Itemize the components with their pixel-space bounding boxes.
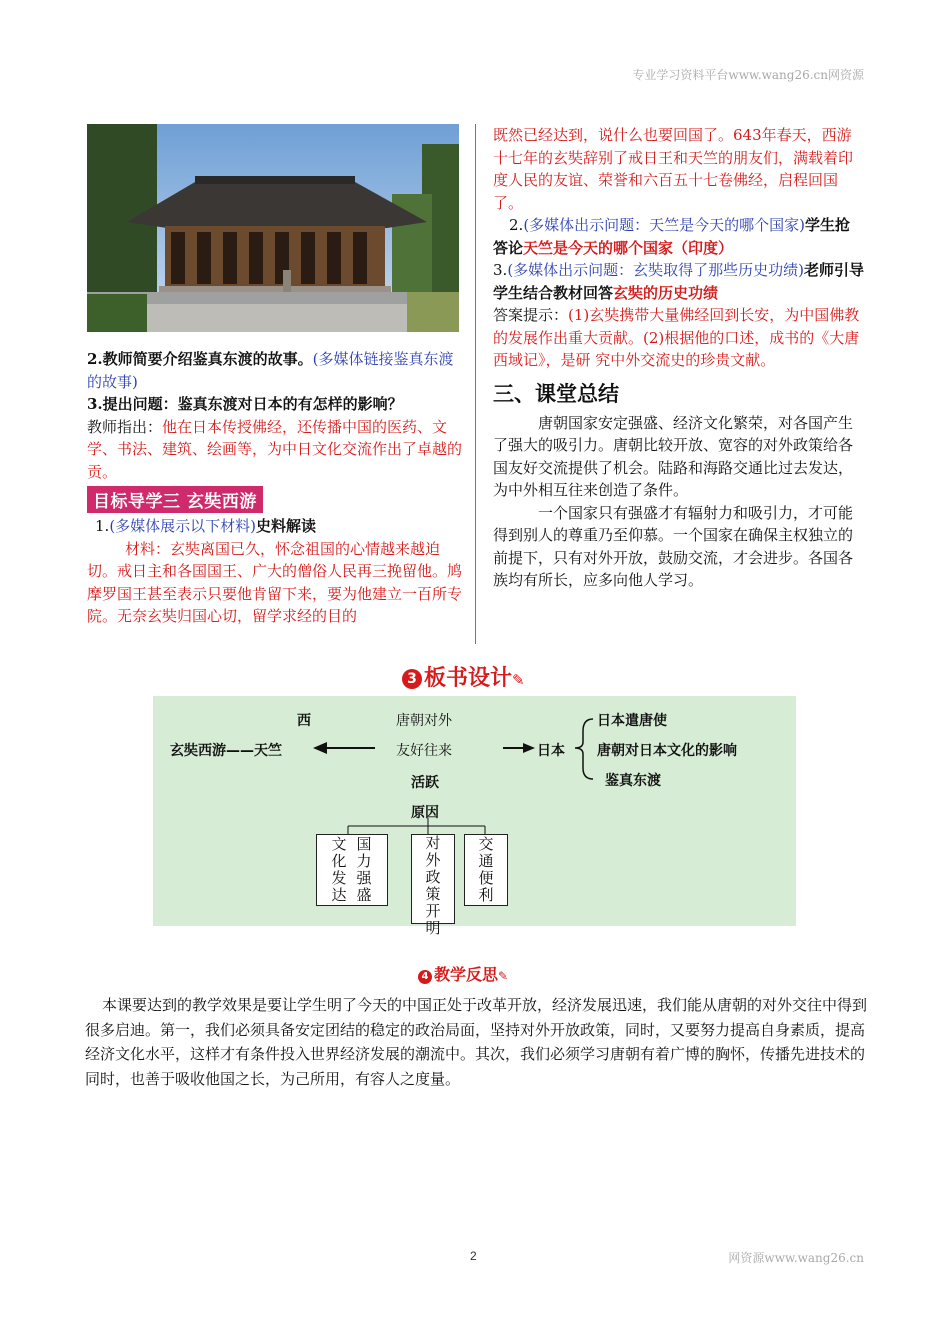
material-intro [87, 515, 462, 538]
board-design-diagram [153, 696, 796, 937]
board-reason: 原因 [411, 805, 439, 821]
board-number-badge: 3 [402, 669, 422, 689]
header-site: 专业学习资料平台www.wang26.cn网资源 [632, 68, 864, 82]
column-divider [475, 124, 476, 644]
summary-paragraph-2: 一个国家只有强盛才有辐射力和吸引力，才可能得到别人的尊重乃至仰慕。一个国家在确保主权独立的前提下，只有对外开放，鼓励交流，才会进步。各国各族均有所长，应多向他人学习。 [493, 503, 854, 589]
step2-text: 2.教师简要介绍鉴真东渡的故事。 [87, 350, 313, 368]
answer-paragraph [493, 304, 865, 372]
question3-note: (多媒体出示问题：玄奘取得了那些历史功绩) [507, 261, 805, 279]
board-japan-item-1: 日本遣唐使 [597, 713, 667, 729]
left-column [87, 348, 462, 628]
reason-box-transport-text: 交通便利 [478, 835, 494, 904]
question2-lead: 学生抢答论 [493, 216, 851, 257]
material-text: 材料：玄奘离国已久，怀念祖国的心情越来越迫切。戒日主和各国国王、广大的僧俗人民再三挽留他。鸠摩罗国王甚至表示只要他肯留下来，要为他建立一百所专院。无奈玄奘归国心切，留学求经的目的 [87, 539, 463, 625]
step3-question: 3.提出问题：鉴真东渡对日本的有怎样的影响？ [87, 395, 403, 413]
step2-paragraph [87, 348, 462, 393]
step3-paragraph [87, 393, 462, 416]
question3-topic: 玄奘的历史功绩 [613, 283, 719, 302]
board-japan-item-2: 唐朝对日本文化的影响 [597, 743, 737, 759]
material-continued: 既然已经达到，说什么也要回国了。643年春天，西游十七年的玄奘辞别了戒日王和天竺的朋友们，满载着印度人民的友谊、荣誉和六百五十七卷佛经，启程回国了。 [493, 126, 854, 212]
question2-num: 2. [509, 216, 524, 234]
question3-paragraph [493, 259, 865, 304]
board-center-line1: 唐朝对外 [396, 713, 452, 729]
temple-photo [87, 124, 459, 332]
question3-num: 3. [493, 261, 508, 279]
board-japan: 日本 [537, 743, 565, 759]
reflection-text: 本课要达到的教学效果是要让学生明了今天的中国正处于改革开放，经济发展迅速，我们能从唐朝的对外交往中得到很多启迪。第一，我们必须具备安定团结的稳定的政治局面，坚持对外开放政策，同时，又要努力提高自身素质，提高经济文化水平，这样才有条件投入世界经济发展的潮流中。其次，我们必须学习唐朝有着广博的胸怀，传播先进技术的同时，也善于吸收他国之长，为己所用，有容人之度量。 [85, 996, 868, 1088]
material-num: 1. [95, 517, 110, 535]
teacher-point-paragraph [87, 416, 462, 484]
reason-box-strength [316, 834, 388, 906]
reason-box-strength-col1: 国力强盛 [356, 835, 372, 904]
board-design-heading [402, 661, 525, 692]
pen-icon: ✎ [498, 969, 509, 983]
teacher-point-text: 他在日本传授佛经，还传播中国的医药、文学、书法、建筑、绘画等，为中日文化交流作出了卓越的贡。 [87, 417, 463, 481]
board-active: 活跃 [411, 775, 439, 791]
summary-heading: 三、课堂总结 [493, 381, 619, 406]
reflection-title: 教学反思 [434, 965, 499, 984]
question3-lead: 老师引导学生结合教材回答 [493, 261, 865, 302]
reason-box-policy-text: 对外政策开明 [425, 834, 441, 937]
board-west: 西 [297, 713, 311, 729]
step2-note: (多媒体链接鉴真东渡的故事) [87, 350, 454, 391]
question2-paragraph [493, 214, 865, 259]
material-note: (多媒体展示以下材料) [109, 517, 257, 535]
reason-box-strength-col2: 文化发达 [331, 835, 347, 904]
summary-paragraph-1: 唐朝国家安定强盛、经济文化繁荣，对各国产生了强大的吸引力。唐朝比较开放、宽容的对外政策给各国友好交流提供了机会。陆路和海路交通比过去发达，为中外相互往来创造了条件。 [493, 413, 854, 499]
teacher-point-lead: 教师指出： [87, 417, 163, 436]
answer-text: (1)玄奘携带大量佛经回到长安，为中国佛教的发展作出重大贡献。(2)根据他的口述，成书的《大唐西域记》，是研 究中外交流史的珍贵文献。 [493, 306, 860, 369]
pen-icon: ✎ [512, 671, 525, 689]
question2-answer: 天竺是今天的哪个国家（印度） [523, 238, 734, 257]
material-label: 史料解读 [256, 517, 317, 535]
answer-lead: 答案提示： [493, 306, 569, 324]
reason-box-policy [411, 834, 455, 937]
reason-box-transport [464, 834, 508, 906]
reflection-heading [418, 962, 508, 985]
page-number: 2 [470, 1249, 477, 1263]
question2-note: (多媒体出示问题：天竺是今天的哪个国家) [523, 216, 806, 234]
board-xuanzang: 玄奘西游——天竺 [170, 743, 282, 759]
right-column [493, 124, 865, 592]
board-japan-item-3: 鉴真东渡 [605, 773, 661, 789]
reflection-number-badge: 4 [418, 970, 432, 984]
footer-site: 网资源www.wang26.cn [728, 1251, 864, 1265]
board-center-line2: 友好往来 [396, 743, 452, 759]
goal-three-banner: 目标导学三 玄奘西游 [87, 486, 263, 513]
board-design-title: 板书设计 [424, 666, 513, 691]
